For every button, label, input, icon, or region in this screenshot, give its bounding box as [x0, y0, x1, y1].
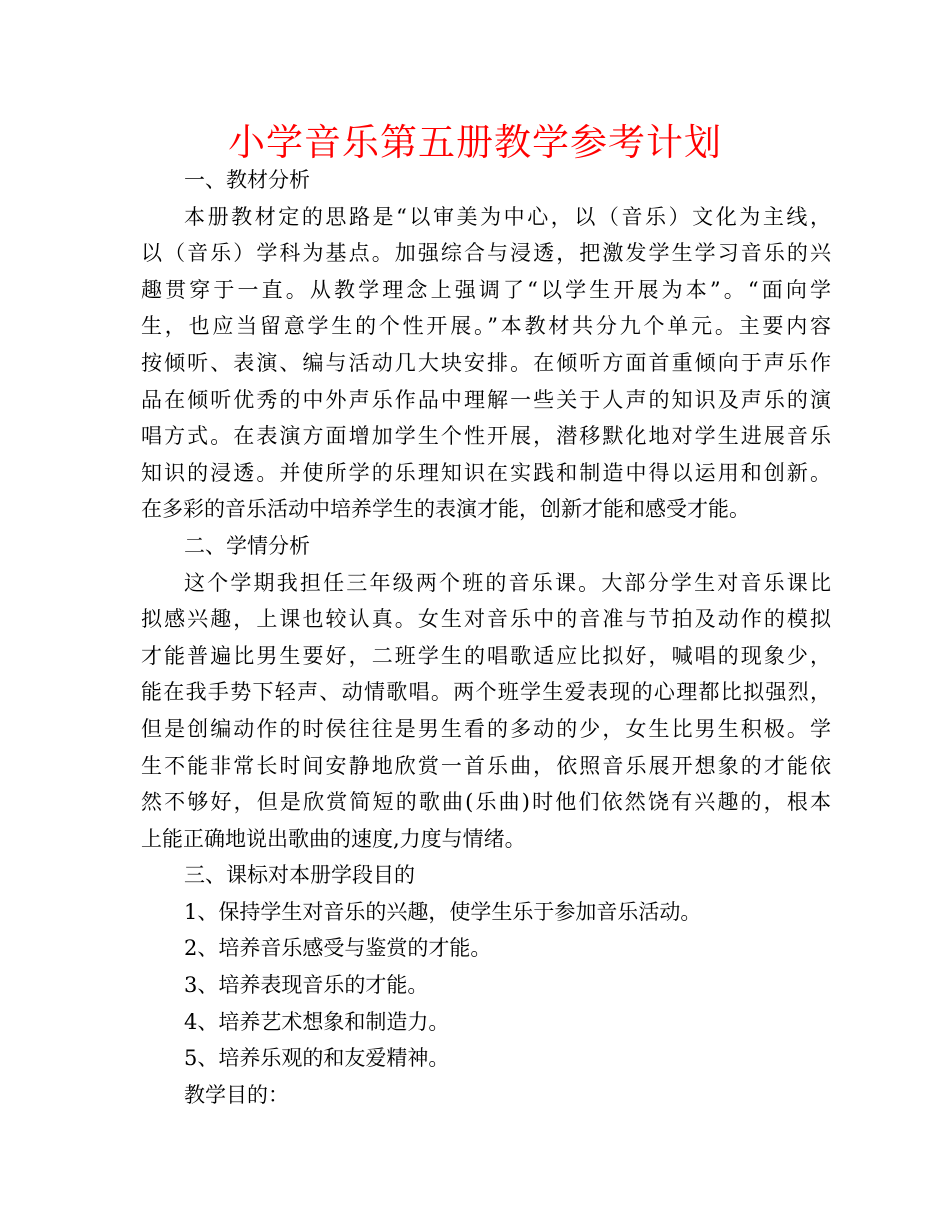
paragraph-line: 能在我手势下轻声、动情歌唱。两个班学生爱表现的心理都比拟强烈， — [141, 680, 831, 705]
section-heading: 一、教材分析 — [184, 168, 310, 192]
section-heading: 教学目的： — [184, 1082, 289, 1107]
list-item: 4、培养艺术想象和制造力。 — [184, 1009, 450, 1034]
paragraph-line: 在多彩的音乐活动中培养学生的表演才能，创新才能和感受才能。 — [141, 497, 750, 522]
list-item: 1、保持学生对音乐的兴趣，使学生乐于参加音乐活动。 — [184, 899, 702, 924]
paragraph-line: 才能普遍比男生要好，二班学生的唱歌适应比拟好，喊唱的现象少， — [141, 643, 831, 668]
paragraph-line: 但是创编动作的时侯往往是男生看的多动的少，女生比男生积极。学 — [141, 716, 831, 741]
paragraph-line: 按倾听、表演、编与活动几大块安排。在倾听方面首重倾向于声乐作 — [141, 350, 831, 375]
section-heading: 三、课标对本册学段目的 — [184, 863, 415, 888]
paragraph-line: 知识的浸透。并使所学的乐理知识在实践和制造中得以运用和创新。 — [141, 460, 831, 485]
paragraph-line: 品在倾听优秀的中外声乐作品中理解一些关于人声的知识及声乐的演 — [141, 387, 831, 412]
paragraph-line: 唱方式。在表演方面增加学生个性开展，潜移默化地对学生进展音乐 — [141, 424, 831, 449]
paragraph-line: 拟感兴趣，上课也较认真。女生对音乐中的音准与节拍及动作的模拟 — [141, 607, 831, 632]
list-item: 5、培养乐观的和友爱精神。 — [184, 1046, 450, 1071]
section-heading: 二、学情分析 — [184, 533, 310, 558]
list-item: 3、培养表现音乐的才能。 — [184, 973, 429, 998]
paragraph-line: 以（音乐）学科为基点。加强综合与浸透，把激发学生学习音乐的兴 — [141, 241, 831, 266]
paragraph-line: 上能正确地说出歌曲的速度,力度与情绪。 — [141, 826, 526, 851]
document-title: 小学音乐第五册教学参考计划 — [228, 121, 722, 164]
list-item: 2、培养音乐感受与鉴赏的才能。 — [184, 936, 492, 961]
document-body — [141, 162, 831, 1113]
paragraph-line: 生不能非常长时间安静地欣赏一首乐曲，依照音乐展开想象的才能依 — [141, 753, 831, 778]
paragraph-line: 这个学期我担任三年级两个班的音乐课。大部分学生对音乐课比 — [184, 570, 831, 595]
paragraph-line: 然不够好，但是欣赏简短的歌曲(乐曲)时他们依然饶有兴趣的，根本 — [141, 790, 831, 815]
paragraph-line: 本册教材定的思路是“以审美为中心，以（音乐）文化为主线， — [184, 204, 831, 229]
paragraph-line: 趣贯穿于一直。从教学理念上强调了“以学生开展为本”。“面向学 — [141, 277, 831, 302]
paragraph-line: 生，也应当留意学生的个性开展。”本教材共分九个单元。主要内容 — [141, 314, 831, 339]
